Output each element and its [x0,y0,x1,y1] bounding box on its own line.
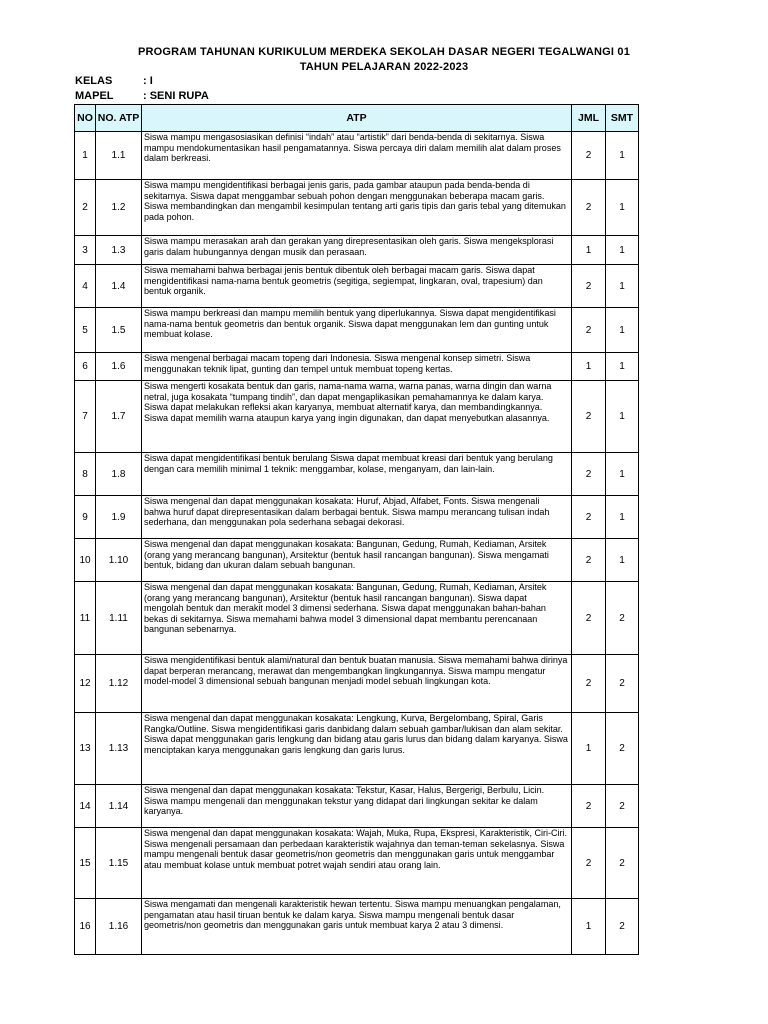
row-no: 11 [75,582,96,655]
row-atp-no: 1.5 [96,308,142,353]
table-row [75,180,639,236]
table-row [75,539,639,582]
row-jml: 2 [572,539,606,582]
row-atp-text [142,236,572,265]
atp-text: Siswa mengenal dan dapat menggunakan kosakata: Tekstur, Kasar, Halus, Bergerigi, Berbulu, Licin. Siswa mampu mengenali dan menggunakan tekstur yang didapat dari lingkungan sekitar ke dalam karyanya. [144,785,545,817]
row-atp-no: 1.15 [96,828,142,899]
row-atp-no: 1.9 [96,496,142,539]
table-row [75,713,639,785]
row-atp-text [142,828,572,899]
row-atp-no: 1.12 [96,655,142,713]
mapel-row [75,90,209,102]
row-smt: 2 [606,582,639,655]
row-no: 3 [75,236,96,265]
row-smt: 2 [606,713,639,785]
table-row [75,496,639,539]
atp-text: Siswa mampu mengidentifikasi berbagai jenis garis, pada gambar ataupun pada benda-benda di sekitarnya. Siswa dapat menggambar sebuah pohon dengan menggunakan beberapa macam garis. Siswa membandingkan dan mengambil kesimpulan tentang arti garis tipis dan garis tebal yang ditemukan pada pohon. [144,180,566,223]
table-row [75,132,639,180]
atp-text: Siswa mengenal dan dapat menggunakan kosakata: Lengkung, Kurva, Bergelombang, Spiral, Garis Rangka/Outline. Siswa mengidentifikasi garis danbidang dalam sebuah gambar/lukisan dan alam sekitar. Siswa dapat menggunakan garis lengkung dan bidang atau garis lurus dan bidang dalam karyanya. Siswa menciptakan karya menggunakan garis lengkung dan garis lurus. [144,713,568,756]
table-row [75,828,639,899]
row-no: 9 [75,496,96,539]
row-atp-no: 1.3 [96,236,142,265]
row-jml: 2 [572,453,606,496]
table-row [75,655,639,713]
row-no: 4 [75,265,96,308]
table-row [75,453,639,496]
row-jml: 1 [572,713,606,785]
row-atp-text [142,496,572,539]
row-jml: 2 [572,496,606,539]
table-row [75,582,639,655]
atp-text: Siswa mampu berkreasi dan mampu memilih bentuk yang diperlukannya. Siswa dapat mengidentifikasi nama-nama bentuk geometris dan bentuk organik. Siswa dapat menggunakan lem dan gunting untuk membuat kolase. [144,308,556,340]
row-no: 15 [75,828,96,899]
column-header-jml: JML [572,105,606,132]
row-smt: 1 [606,539,639,582]
row-no: 14 [75,785,96,828]
row-smt: 1 [606,265,639,308]
row-smt: 1 [606,496,639,539]
row-atp-text [142,453,572,496]
row-smt: 1 [606,381,639,453]
table-row [75,785,639,828]
row-jml: 2 [572,132,606,180]
row-atp-text [142,308,572,353]
atp-text: Siswa mengenal berbagai macam topeng dari Indonesia. Siswa mengenal konsep simetri. Siswa menggunakan teknik lipat, gunting dan tempel untuk membuat topeng kertas. [144,353,531,375]
column-header-atp: ATP [142,105,572,132]
table-row [75,381,639,453]
row-atp-no: 1.7 [96,381,142,453]
table-row [75,308,639,353]
row-smt: 1 [606,308,639,353]
row-no: 5 [75,308,96,353]
row-jml: 2 [572,828,606,899]
row-atp-no: 1.6 [96,353,142,381]
row-atp-no: 1.1 [96,132,142,180]
row-jml: 1 [572,353,606,381]
row-no: 8 [75,453,96,496]
kelas-row [75,75,153,87]
row-jml: 2 [572,265,606,308]
row-jml: 2 [572,655,606,713]
row-smt: 1 [606,180,639,236]
row-atp-no: 1.4 [96,265,142,308]
column-header-no: NO [75,105,96,132]
table-header-row [75,105,639,132]
atp-text: Siswa mengenal dan dapat menggunakan kosakata: Huruf, Abjad, Alfabet, Fonts. Siswa mengenali bahwa huruf dapat direpresentasikan dalam berbagai bentuk. Siswa mampu merancang tulisan indah sederhana, dan menggunakan pola sederhana sebagai dekorasi. [144,496,550,528]
row-jml: 2 [572,180,606,236]
row-jml: 1 [572,899,606,955]
row-atp-text [142,265,572,308]
row-smt: 1 [606,236,639,265]
row-jml: 2 [572,785,606,828]
table-row [75,899,639,955]
row-atp-no: 1.13 [96,713,142,785]
row-atp-text [142,353,572,381]
row-smt: 2 [606,899,639,955]
atp-text: Siswa mengidentifikasi bentuk alami/natural dan bentuk buatan manusia. Siswa memahami bahwa dirinya dapat berperan merancang, merawat dan mengembangkan lingkungannya. Siswa mampu mengatur model-model 3 dimensional sebuah bangunan menjadi model sebuah lingkungan kota. [144,655,568,687]
row-smt: 1 [606,453,639,496]
row-no: 16 [75,899,96,955]
row-no: 7 [75,381,96,453]
row-atp-no: 1.2 [96,180,142,236]
row-no: 13 [75,713,96,785]
row-smt: 2 [606,655,639,713]
row-smt: 1 [606,132,639,180]
row-atp-no: 1.8 [96,453,142,496]
table-row [75,265,639,308]
row-no: 2 [75,180,96,236]
row-atp-no: 1.11 [96,582,142,655]
document-subtitle: TAHUN PELAJARAN 2022-2023 [299,61,469,73]
row-atp-text [142,713,572,785]
atp-text: Siswa mampu merasakan arah dan gerakan yang direpresentasikan oleh garis. Siswa mengeksplorasi garis dalam hubungannya dengan musik dan perasaan. [144,236,554,258]
atp-text: Siswa mengenal dan dapat menggunakan kosakata: Bangunan, Gedung, Rumah, Kediaman, Arsitek (orang yang merancang bangunan), Arsitektur (bentuk hasil rancangan bangunan). Siswa dapat mengolah bentuk dan merakit model 3 dimensi sederhana. Siswa dapat menggunakan bahan-bahan bekas di sekitarnya. Siswa memahami bahwa model 3 dimensional dapat membantu perencanaan bangunan sebenarnya. [144,582,547,635]
row-jml: 2 [572,308,606,353]
column-header-no-atp: NO. ATP [96,105,142,132]
row-jml: 2 [572,582,606,655]
row-atp-no: 1.16 [96,899,142,955]
row-smt: 1 [606,353,639,381]
row-atp-no: 1.10 [96,539,142,582]
atp-table [74,104,639,955]
row-smt: 2 [606,785,639,828]
atp-text: Siswa dapat mengidentifikasi bentuk berulang Siswa dapat membuat kreasi dari bentuk yang berulang dengan cara memilih minimal 1 teknik: menggambar, kolase, menganyam, dan lain-lain. [144,453,553,475]
row-atp-no: 1.14 [96,785,142,828]
atp-text: Siswa mampu mengasosiasikan definisi “indah” atau “artistik” dari benda-benda di sekitarnya. Siswa mampu mendokumentasikan hasil pengamatannya. Siswa percaya diri dalam memilih alat dalam proses dalam berkreasi. [144,132,561,164]
row-atp-text [142,582,572,655]
row-atp-text [142,180,572,236]
table-row [75,236,639,265]
atp-text: Siswa mengamati dan mengenali karakteristik hewan tertentu. Siswa mampu menuangkan pengalaman, pengamatan atau hasil tiruan bentuk ke dalam karya. Siswa mampu mengenali bentuk dasar geometris/non geometris dan menggunakan garis untuk membuat karya 2 atau 3 dimensi. [144,899,561,931]
column-header-smt: SMT [606,105,639,132]
row-jml: 1 [572,236,606,265]
atp-text: Siswa mengenal dan dapat menggunakan kosakata: Wajah, Muka, Rupa, Ekspresi, Karakteristik, Ciri-Ciri. Siswa mengenali persamaan dan perbedaan karakteristik wajahnya dan teman-teman sekelasnya. Siswa mampu mengenali bentuk dasar geometris/non geometris dan menggunakan garis untuk menggambar atau membuat kolase untuk membuat potret wajah sendiri atau orang lain. [144,828,568,871]
row-no: 1 [75,132,96,180]
row-jml: 2 [572,381,606,453]
atp-text: Siswa mengerti kosakata bentuk dan garis, nama-nama warna, warna panas, warna dingin dan warna netral, juga kosakata “tumpang tindih”, dan dapat mengaplikasikan pemahamannya ke dalam karya. Siswa dapat melakukan refleksi akan karyanya, membuat alternatif karya, dan membandingkannya. Siswa dapat memilih warna ataupun karya yang ingin digunakan, dan dapat menyebutkan alasannya. [144,381,552,424]
row-atp-text [142,539,572,582]
kelas-value: : I [143,75,153,87]
row-atp-text [142,381,572,453]
row-no: 10 [75,539,96,582]
row-smt: 2 [606,828,639,899]
mapel-label: MAPEL [75,90,114,102]
row-atp-text [142,655,572,713]
row-atp-text [142,785,572,828]
kelas-label: KELAS [75,75,113,87]
table-row [75,353,639,381]
row-no: 6 [75,353,96,381]
row-atp-text [142,899,572,955]
row-atp-text [142,132,572,180]
atp-text: Siswa memahami bahwa berbagai jenis bentuk dibentuk oleh berbagai macam garis. Siswa dapat mengidentifikasi nama-nama bentuk geometris (segitiga, segiempat, lingkaran, oval, trapesium) dan bentuk organik. [144,265,543,297]
atp-text: Siswa mengenal dan dapat menggunakan kosakata: Bangunan, Gedung, Rumah, Kediaman, Arsitek (orang yang merancang bangunan), Arsitektur (bentuk hasil rancangan bangunan). Siswa mengamati bentuk, bidang dan ukuran dalam sebuah bangunan. [144,539,549,571]
mapel-value: : SENI RUPA [143,90,209,102]
row-no: 12 [75,655,96,713]
document-title: PROGRAM TAHUNAN KURIKULUM MERDEKA SEKOLAH DASAR NEGERI TEGALWANGI 01 [137,46,631,58]
